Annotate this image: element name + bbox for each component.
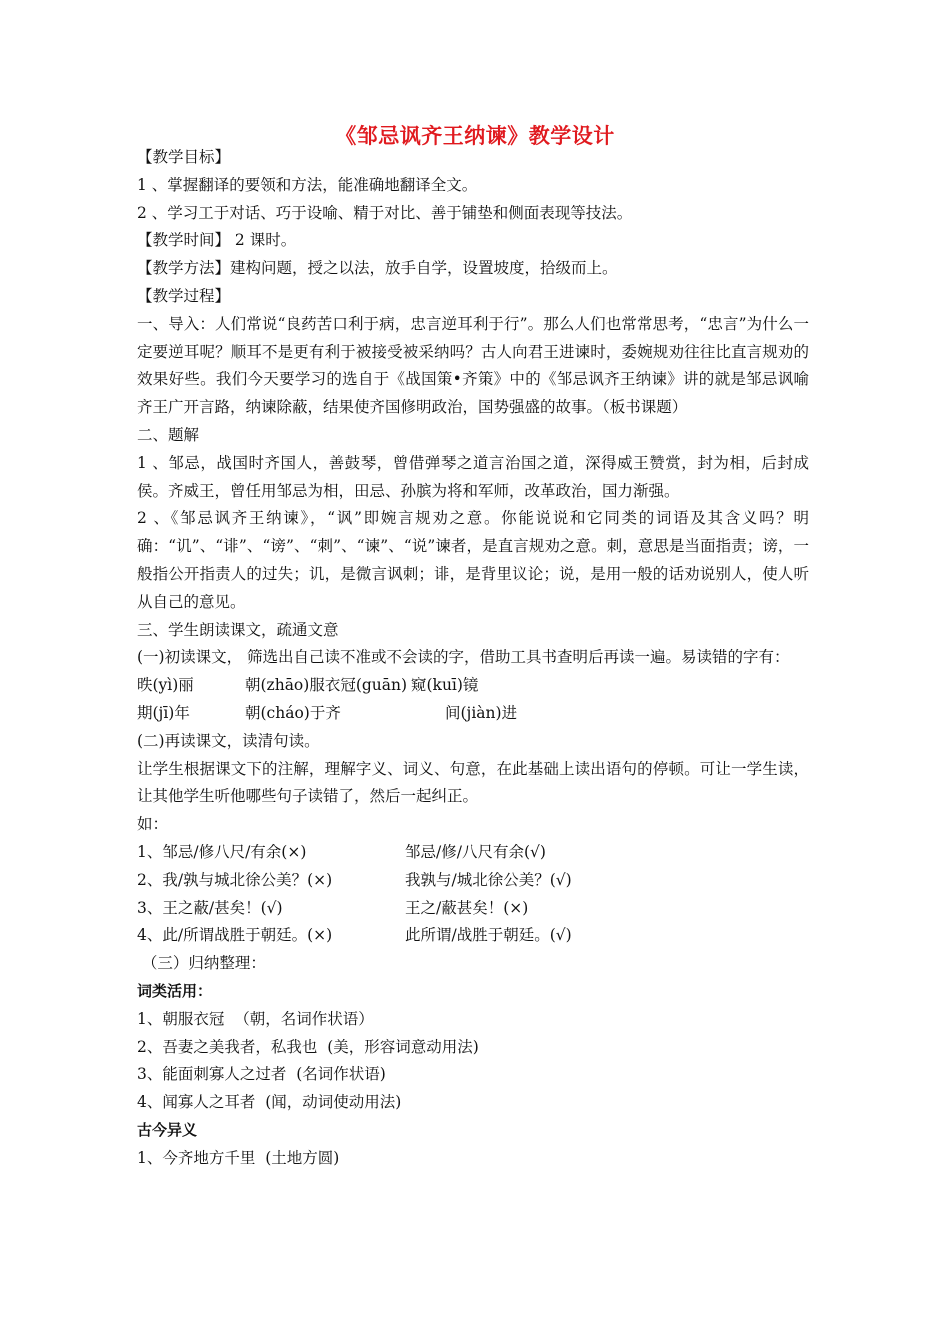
- pause-row: [137, 922, 809, 950]
- pronunciation-row: [137, 672, 809, 700]
- teaching-time: 【教学时间】 2 课时。: [137, 231, 297, 250]
- pronunciation-item: 间(jiàn)进: [445, 703, 518, 722]
- word-usage-item: 4、闻寡人之耳者 (闻，动词使动用法): [137, 1093, 402, 1112]
- example-label: 如：: [137, 815, 169, 834]
- teaching-method: 【教学方法】建构问题，授之以法，放手自学，设置坡度，拾级而上。: [137, 259, 618, 278]
- goal-item-1: 1 、掌握翻译的要领和方法，能准确地翻译全文。: [137, 175, 478, 194]
- explain-header: 二、题解: [137, 425, 200, 444]
- pause-wrong: 王之/蔽甚矣！(×): [405, 898, 529, 917]
- explain-paragraph-1: 1 、邹忌，战国时齐国人，善鼓琴，曾借弹琴之道言治国之道，深得威王赞赏，封为相，后封成侯。齐威王，曾任用邹忌为相，田忌、孙膑为将和军师，改革政治，国力渐强。: [137, 453, 809, 500]
- pause-row: [137, 895, 809, 923]
- document-title: 《邹忌讽齐王纳谏》教学设计: [335, 124, 615, 148]
- document-body: [137, 144, 809, 1172]
- pronunciation-item: 朝(zhāo)服衣冠(guān): [245, 676, 408, 695]
- intro-paragraph: 一、导入：人们常说“良药苦口利于病，忠言逆耳利于行”。那么人们也常常思考，“忠言”为什么一定要逆耳呢？顺耳不是更有利于被接受被采纳吗？古人向君王进谏时，委婉规劝往往比直言规劝的效果好些。我们今天要学习的选自于《战国策•齐策》中的《邹忌讽齐王纳谏》讲的就是邹忌讽喻齐王广开言路，纳谏除蔽，结果使齐国修明政治，国势强盛的故事。（板书课题）: [137, 314, 809, 417]
- second-reading-desc: 让学生根据课文下的注解，理解字义、词义、句意，在此基础上读出语句的停顿。可让一学生读，让其他学生听他哪些句子读错了，然后一起纠正。: [137, 759, 809, 806]
- goal-header: 【教学目标】: [137, 148, 231, 166]
- pause-right: 我孰与/城北徐公美？(√): [405, 870, 572, 889]
- process-header: 【教学过程】: [137, 286, 231, 305]
- read-header: 三、学生朗读课文，疏通文意: [137, 620, 339, 639]
- word-usage-item: 2、吾妻之美我者，私我也 (美，形容词意动用法): [137, 1037, 479, 1056]
- pronunciation-item: 窥(kuī)镜: [411, 676, 479, 695]
- pause-wrong: 1、邹忌/修八尺/有余(×): [137, 842, 307, 861]
- pronunciation-row: [137, 700, 809, 728]
- goal-item-2: 2 、学习工于对话、巧于设喻、精于对比、善于铺垫和侧面表现等技法。: [137, 203, 633, 222]
- pause-right: 此所谓/战胜于朝廷。(√): [405, 926, 572, 945]
- pause-wrong: 4、此/所谓战胜于朝廷。(×): [137, 926, 333, 945]
- pronunciation-item: 朝(cháo)于齐: [245, 703, 341, 722]
- pause-row: [137, 867, 809, 895]
- second-reading: (二)再读课文，读清句读。: [137, 731, 320, 750]
- explain-paragraph-2: 2 、《邹忌讽齐王纳谏》，“讽”即婉言规劝之意。你能说说和它同类的词语及其含义吗？明确：“讥”、“诽”、“谤”、“刺”、“谏”、“说”谏者，是直言规劝之意。刺，意思是当面指责；谤，一般指公开指责人的过失；讥，是微言讽刺；诽，是背里议论；说，是用一般的话劝说别人，使人听从自己的意见。: [137, 509, 809, 611]
- word-usage-header: 词类活用：: [137, 981, 213, 1000]
- pronunciation-item: 昳(yì)丽: [137, 676, 194, 695]
- first-reading: (一)初读课文， 筛选出自己读不准或不会读的字，借助工具书查明后再读一遍。易读错的字有：: [137, 648, 790, 667]
- ancient-modern-header: 古今异义: [137, 1120, 198, 1139]
- pause-right: 邹忌/修/八尺有余(√): [405, 842, 546, 861]
- pause-wrong: 2、我/孰与城北徐公美？(×): [137, 870, 333, 889]
- summary-header: （三）归纳整理：: [137, 954, 266, 973]
- word-usage-item: 1、朝服衣冠 （朝，名词作状语）: [137, 1009, 374, 1028]
- ancient-modern-item: 1、今齐地方千里 (土地方圆): [137, 1148, 340, 1167]
- pronunciation-item: 期(jī)年: [137, 703, 190, 722]
- word-usage-item: 3、能面刺寡人之过者 (名词作状语): [137, 1065, 386, 1084]
- pause-row: [137, 839, 809, 867]
- pause-right: 3、王之蔽/甚矣！(√): [137, 898, 283, 917]
